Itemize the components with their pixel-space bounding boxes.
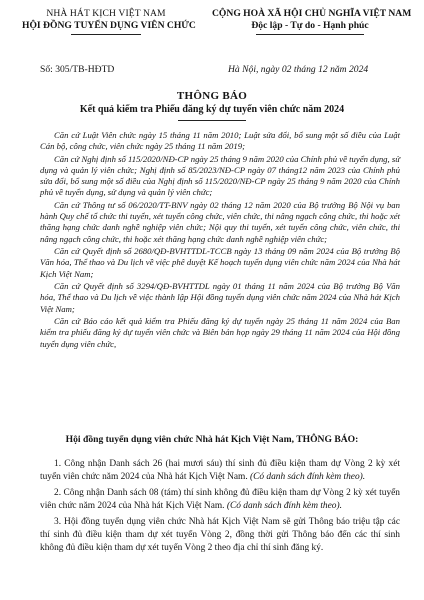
basis-paragraph: Căn cứ Nghị định số 115/2020/NĐ-CP ngày 25 tháng 9 năm 2020 của Chính phủ về tuyển dụng, sử dụng và quản lý viên chức; Nghị định số 85/2023/NĐ-CP ngày 07 tháng12 năm 2023 của Chính phủ sửa đổi, bổ sung một số điều của Nghị định số 115/2020/NĐ-CP ngày 25 tháng 9 năm 2020 của Chính phủ về tuyển dụng, sử dụng và quản lý viên chức; — [40, 153, 400, 198]
parent-organization: NHÀ HÁT KỊCH VIỆT NAM — [46, 8, 166, 19]
decision-item — [40, 487, 400, 512]
item-note: (Có danh sách đính kèm theo). — [226, 500, 342, 511]
basis-paragraph: Căn cứ Thông tư số 06/2020/TT-BNV ngày 02 tháng 12 năm 2020 của Bộ trưởng Bộ Nội vụ ban hành Quy chế tổ chức thi tuyển, xét tuyển công chức, viên chức, thi nâng ngạch công chức, thi hoặc xét thăng hạng chức danh nghề nghiệp viên chức; Nội quy thi tuyển, xét tuyển công chức, viên chức, thi nâng ngạch công chức, thi hoặc xét thăng hạng chức danh nghề nghiệp viên chức; — [40, 200, 400, 244]
item-text: 1. Công nhận Danh sách 26 (hai mươi sáu) thí sinh đủ điều kiện tham dự Vòng 2 kỳ xét tuyển viên chức năm 2024 của Nhà hát Kịch Việt Nam. — [40, 459, 400, 482]
motto-underline — [256, 34, 364, 35]
basis-paragraph: Căn cứ Báo cáo kết quả kiểm tra Phiếu đăng ký dự tuyển ngày 25 tháng 11 năm 2024 của Ban kiểm tra phiếu đăng ký dự tuyển viên chức và Biên bản họp ngày 29 tháng 11 năm 2024 của Hội đồng tuyển dụng viên chức, — [40, 316, 400, 349]
document-number: Số: 305/TB-HĐTD — [40, 64, 115, 75]
decision-items — [40, 458, 400, 558]
basis-paragraph: Căn cứ Quyết định số 2680/QĐ-BVHTTDL-TCCB ngày 13 tháng 09 năm 2024 của Bộ trưởng Bộ Văn hóa, Thể thao và Du lịch về việc phê duyệt Kế hoạch tuyển dụng viên chức năm 2024 của Nhà hát Kịch Việt Nam; — [40, 246, 400, 279]
national-title: CỘNG HOÀ XÃ HỘI CHỦ NGHĨA VIỆT NAM — [212, 8, 412, 19]
document-title: THÔNG BÁO — [176, 90, 248, 102]
announcement-line: Hội đồng tuyển dụng viên chức Nhà hát Kịch Việt Nam, THÔNG BÁO: — [65, 434, 359, 445]
national-motto: Độc lập - Tự do - Hạnh phúc — [251, 20, 369, 31]
place-and-date: Hà Nội, ngày 02 tháng 12 năm 2024 — [228, 64, 369, 75]
decision-item — [40, 516, 400, 554]
item-note: (Có danh sách đính kèm theo). — [250, 471, 366, 482]
document-subtitle: Kết quả kiểm tra Phiếu đăng ký dự tuyển viên chức năm 2024 — [79, 104, 345, 115]
subtitle-underline — [178, 120, 246, 121]
issuer-header — [22, 8, 196, 35]
basis-paragraph: Căn cứ Luật Viên chức ngày 15 tháng 11 năm 2010; Luật sửa đổi, bổ sung một số điều của Luật Cán bộ, công chức, viên chức ngày 25 tháng 11 năm 2019; — [40, 130, 400, 152]
national-header — [212, 8, 412, 35]
item-text: 2. Công nhận Danh sách 08 (tám) thí sinh không đủ điều kiện tham dự Vòng 2 kỳ xét tuyển viên chức năm 2024 của Nhà hát Kịch Việt Nam. — [40, 488, 400, 511]
basis-paragraph: Căn cứ Quyết định số 3294/QĐ-BVHTTDL ngày 01 tháng 11 năm 2024 của Bộ trưởng Bộ Văn hóa, Thể thao và Du lịch về việc thành lập Hội đồng tuyển dụng viên chức năm 2024 của Nhà hát Kịch Việt Nam; — [40, 281, 400, 314]
item-text: 3. Hội đồng tuyển dụng viên chức Nhà hát Kịch Việt Nam sẽ gửi Thông báo triệu tập các thí sinh đủ điều kiện tham dự xét tuyển Vòng 2, đồng thời gửi Thông báo đến các thí sinh không đủ điều kiện tham dự xét tuyển Vòng 2 theo địa chỉ thí sinh đăng ký. — [40, 517, 400, 553]
decision-item — [40, 458, 400, 483]
legal-basis — [40, 130, 400, 351]
council-name: HỘI ĐỒNG TUYỂN DỤNG VIÊN CHỨC — [22, 20, 196, 31]
issuer-underline — [71, 34, 141, 35]
